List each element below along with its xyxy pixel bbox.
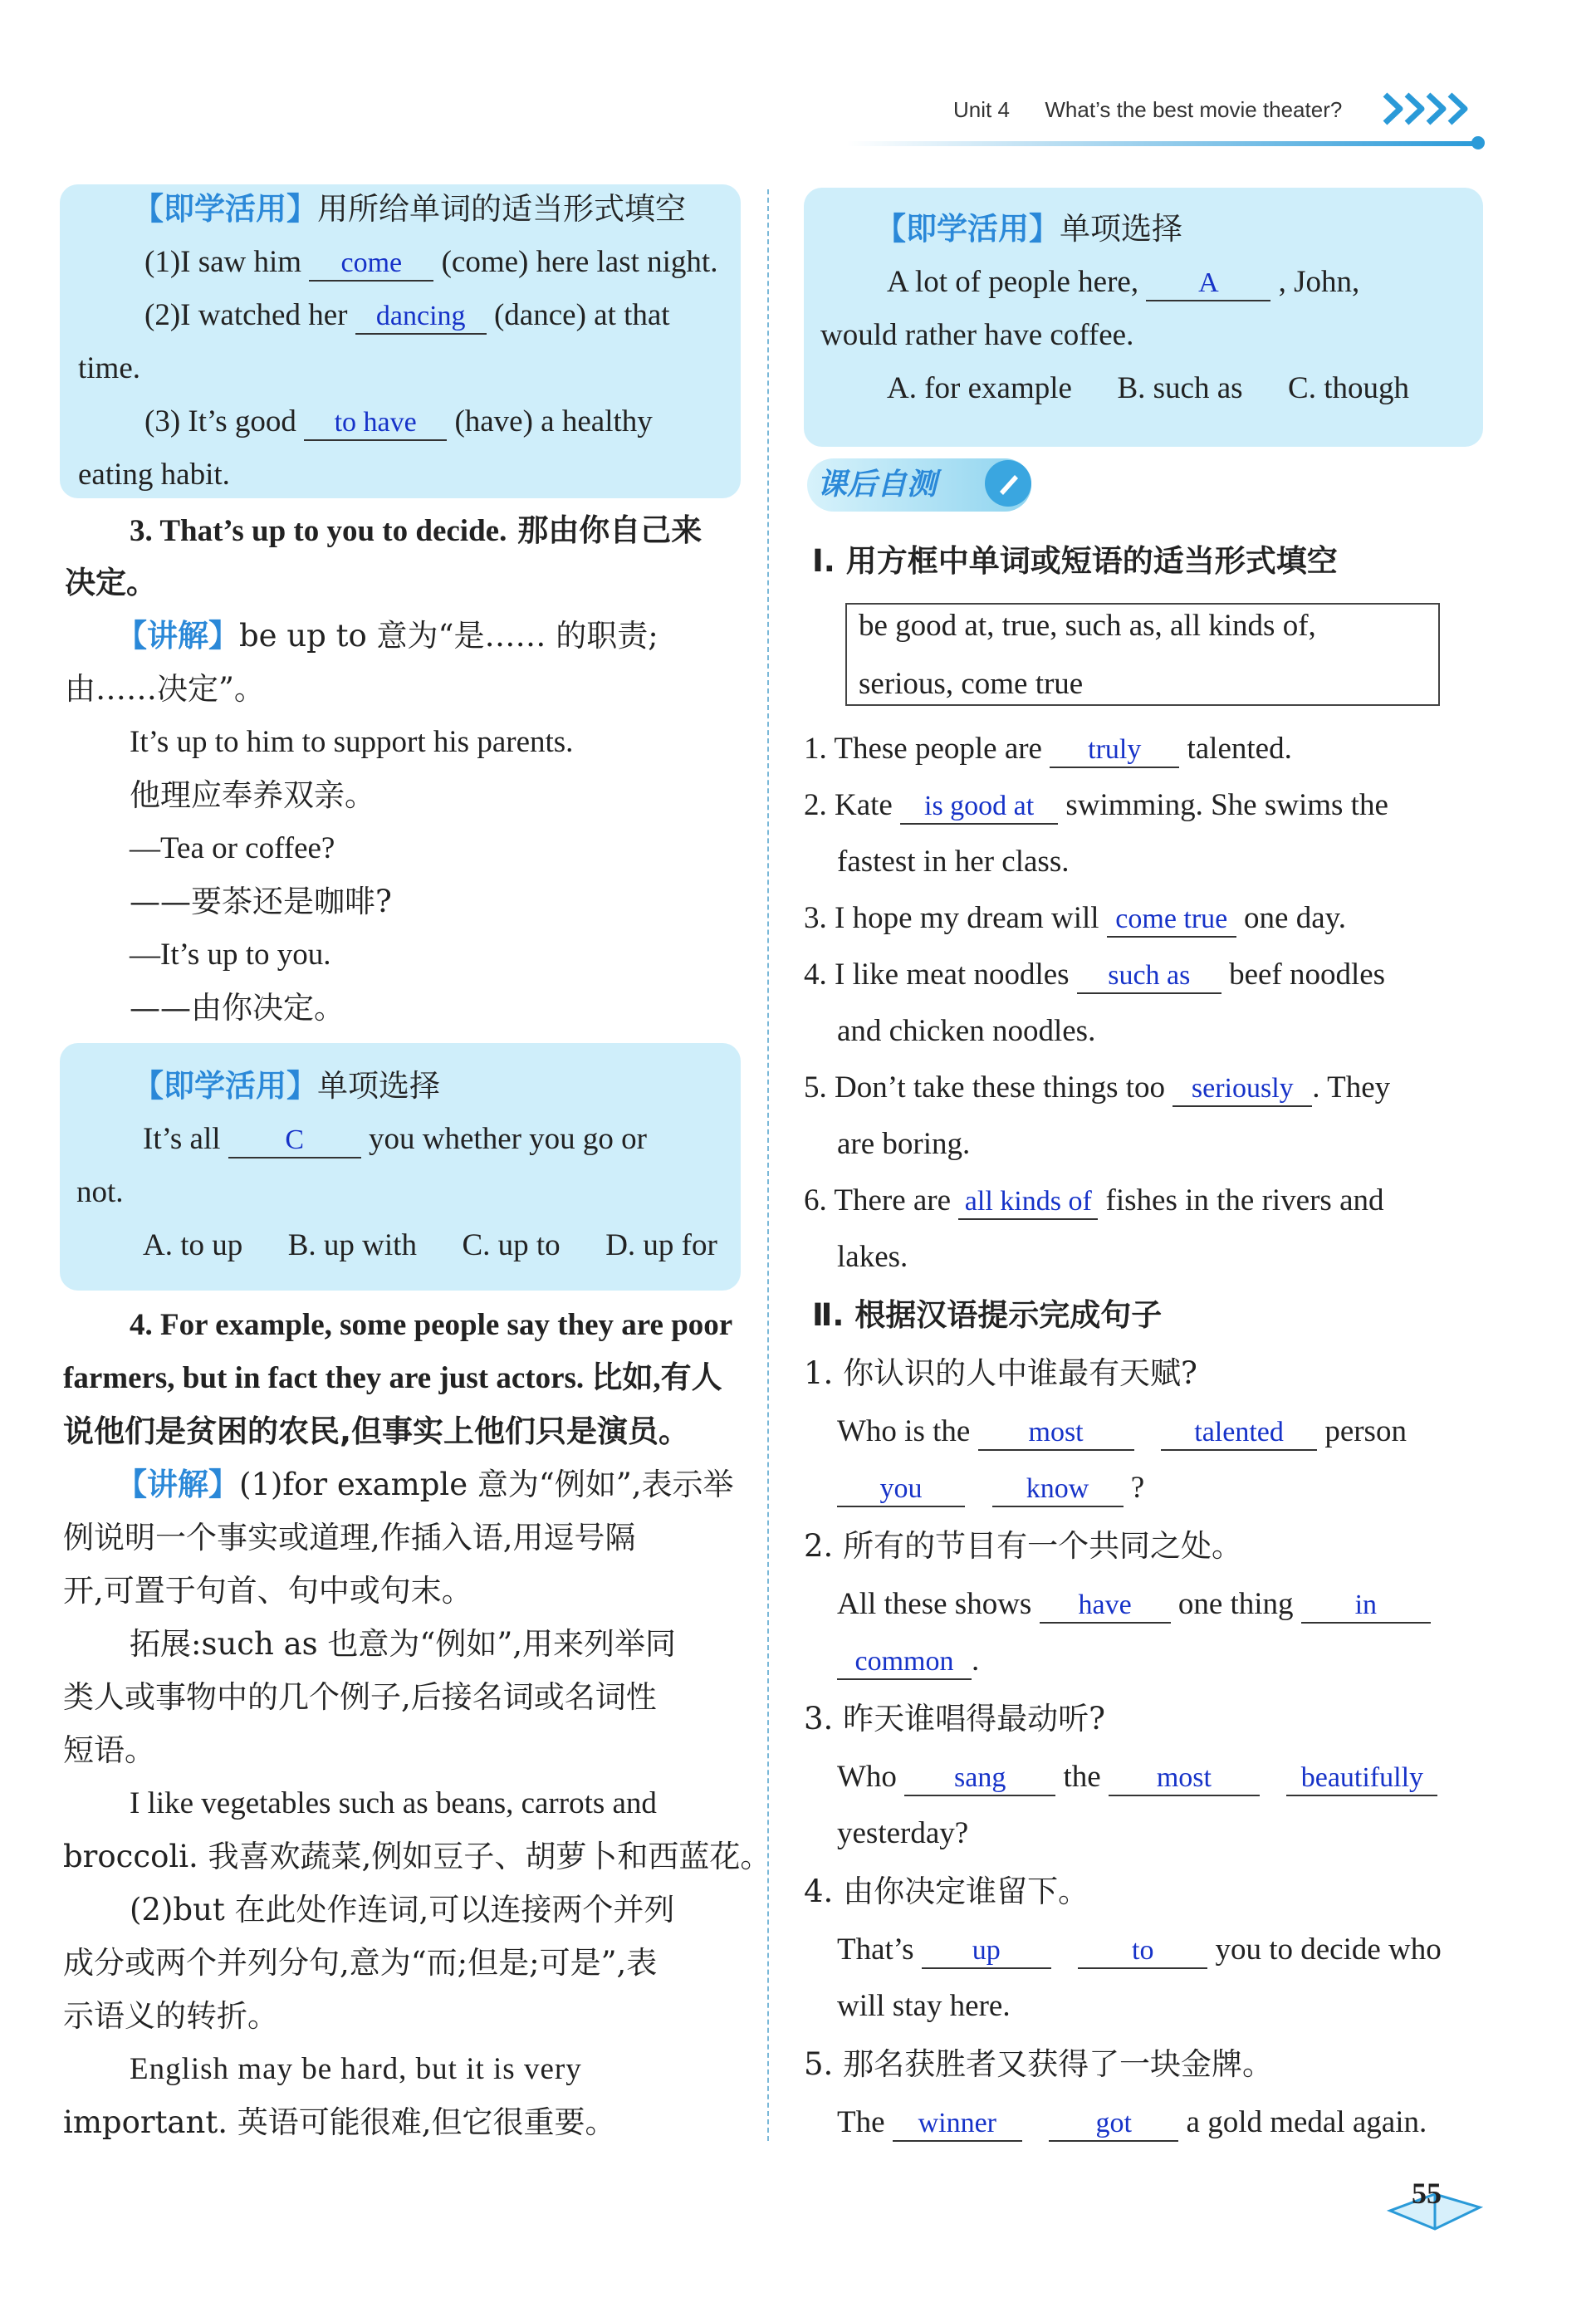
practice-instruction: 单项选择: [1060, 211, 1182, 247]
section-3-explain: [116, 610, 658, 663]
section-4-but-3: 示语义的转折。: [63, 1998, 278, 2034]
part2-q2-zh: 2. 所有的节目有一个共同之处。: [804, 1528, 1243, 1564]
sentence-text: That’s: [837, 1932, 914, 1967]
sentence-text: a gold medal again.: [1186, 2105, 1427, 2139]
sentence-text: ?: [1130, 1471, 1145, 1505]
header-rule: [847, 141, 1478, 146]
item-answer: seriously: [1173, 1072, 1312, 1107]
option-b: B. up with: [287, 1228, 417, 1262]
item-number: 1.: [804, 732, 827, 766]
word-box-line-1: be good at, true, such as, all kinds of,: [859, 609, 1316, 643]
answer-blank: up: [922, 1934, 1051, 1969]
section-4-but-2: 成分或两个并列分句,意为“而;但是;可是”,表: [63, 1945, 658, 1981]
part2-q1-en-cont: [837, 1462, 1144, 1515]
item-number: 5.: [804, 1070, 827, 1105]
answer-blank: talented: [1161, 1416, 1317, 1451]
section-4-but-1: (2)but 在此处作连词,可以连接两个并列: [130, 1892, 675, 1928]
box1-q2: [144, 289, 670, 342]
section-4-explain-1: [116, 1458, 734, 1511]
part2-q1-zh: 1. 你认识的人中谁最有天赋?: [804, 1355, 1197, 1391]
box3-question-cont: would rather have coffee.: [820, 318, 1134, 352]
box2-question: [143, 1113, 647, 1166]
part1-item-2-cont: fastest in her class.: [837, 845, 1070, 879]
explain-text: (1)for example 意为“例如”,表示举: [239, 1467, 734, 1502]
header-rule-dot: [1471, 136, 1485, 149]
practice-instruction: 用所给单词的适当形式填空: [317, 191, 686, 227]
unit-title: What’s the best movie theater?: [1045, 97, 1343, 122]
practice-tag: 【即学活用】: [133, 191, 317, 227]
part2-q2-en-cont: [837, 1634, 979, 1688]
answer-blank: most: [978, 1416, 1134, 1451]
section-4-explain-3: 开,可置于句首、句中或句末。: [63, 1573, 472, 1609]
answer-blank: know: [992, 1472, 1124, 1507]
part2-q5-en: [837, 2096, 1427, 2149]
item-answer: come true: [1107, 903, 1236, 938]
item-answer: all kinds of: [958, 1185, 1098, 1220]
page-number: 55: [1412, 2177, 1442, 2210]
extension-3: 短语。: [63, 1732, 155, 1768]
box2-question-text: It’s all: [143, 1122, 221, 1156]
part2-q3-en: [837, 1751, 1437, 1804]
section-4-heading-2: farmers, but in fact they are just actors. 比如,有人: [63, 1361, 722, 1395]
explain-tag: 【讲解】: [116, 618, 239, 654]
item-text: Don’t take these things too: [835, 1070, 1166, 1105]
sentence-text: person: [1324, 1414, 1407, 1448]
part1-item-6: [804, 1174, 1384, 1227]
item-text-after: . They: [1312, 1070, 1391, 1105]
part2-q3-zh: 3. 昨天谁唱得最动听?: [804, 1701, 1105, 1737]
part2-q4-en-cont: will stay here.: [837, 1989, 1011, 2023]
part1-item-1: [804, 723, 1292, 776]
section-4-heading-1: 4. For example, some people say they are poor: [130, 1308, 733, 1342]
item-text: I hope my dream will: [835, 901, 1099, 935]
option-c: C. up to: [462, 1228, 561, 1262]
part2-q2-en: [837, 1578, 1431, 1631]
example-1-en: It’s up to him to support his parents.: [130, 725, 574, 759]
part1-item-5-cont: are boring.: [837, 1127, 971, 1161]
sentence-text: the: [1063, 1760, 1101, 1794]
box3-question-after: , John,: [1278, 265, 1360, 299]
sentence-text: All these shows: [837, 1587, 1032, 1621]
practice-instruction: 单项选择: [317, 1068, 440, 1104]
answer-blank: most: [1109, 1761, 1260, 1796]
item-number: 2.: [804, 788, 827, 822]
item-answer: truly: [1050, 733, 1179, 768]
part1-item-5: [804, 1061, 1390, 1114]
option-b: B. such as: [1117, 371, 1243, 405]
explain-text: be up to 意为“是…… 的职责;: [239, 618, 658, 654]
q1-text-after: (come) here last night.: [441, 245, 718, 279]
item-number: 3.: [804, 901, 827, 935]
box1-q3-cont: eating habit.: [78, 458, 230, 492]
sentence-text: you to decide who: [1215, 1932, 1442, 1967]
answer-blank: sang: [904, 1761, 1055, 1796]
item-answer: such as: [1077, 959, 1221, 994]
answer-blank: winner: [893, 2107, 1022, 2142]
box2-question-cont: not.: [76, 1175, 124, 1209]
answer-blank: have: [1040, 1589, 1171, 1624]
q1-text: (1)I saw him: [144, 245, 302, 279]
section-3-explain-cont: 由……决定”。: [65, 671, 265, 707]
part1-item-4: [804, 948, 1385, 1002]
option-c: C. though: [1288, 371, 1409, 405]
example-but-zh: important. 英语可能很难,但它很重要。: [63, 2104, 616, 2140]
answer-blank: to: [1078, 1934, 1207, 1969]
example-such-as-zh: broccoli. 我喜欢蔬菜,例如豆子、胡萝卜和西蓝花。: [63, 1839, 771, 1874]
box3-question: [887, 256, 1359, 309]
answer-blank: common: [837, 1645, 972, 1680]
header-arrows-icon: [1380, 88, 1480, 133]
section-3-heading-cont: 决定。: [65, 565, 157, 600]
option-d: D. up for: [605, 1228, 717, 1262]
unit-label: Unit 4: [953, 97, 1010, 122]
word-box-line-2: serious, come true: [859, 667, 1084, 701]
item-text: Kate: [835, 788, 893, 822]
practice-box-1-heading: [133, 183, 686, 236]
sentence-text: .: [972, 1643, 980, 1678]
item-number: 6.: [804, 1183, 827, 1217]
sentence-text: Who: [837, 1760, 897, 1794]
box3-answer: A: [1146, 267, 1270, 301]
practice-tag: 【即学活用】: [133, 1068, 317, 1104]
q2-text-after: (dance) at that: [493, 298, 670, 332]
box1-q3: [144, 395, 653, 448]
answer-blank: got: [1049, 2107, 1178, 2142]
item-text-after: talented.: [1187, 732, 1292, 766]
part1-item-4-cont: and chicken noodles.: [837, 1014, 1096, 1048]
example-such-as-en: I like vegetables such as beans, carrots and: [130, 1786, 657, 1820]
example-2-zh: ——要茶还是咖啡?: [130, 884, 392, 919]
sentence-text: The: [837, 2105, 885, 2139]
q2-text: (2)I watched her: [144, 298, 348, 332]
practice-tag: 【即学活用】: [875, 211, 1060, 247]
option-a: A. for example: [887, 371, 1072, 405]
box3-question-text: A lot of people here,: [887, 265, 1139, 299]
part2-q4-zh: 4. 由你决定谁留下。: [804, 1874, 1089, 1909]
item-text-after: one day.: [1244, 901, 1346, 935]
example-2-en: —Tea or coffee?: [130, 831, 335, 865]
item-answer: is good at: [900, 790, 1058, 825]
item-number: 4.: [804, 958, 827, 992]
example-1-zh: 他理应奉养双亲。: [130, 777, 375, 813]
box2-options: [143, 1219, 717, 1272]
answer-blank: in: [1301, 1589, 1431, 1624]
practice-box-3-heading: [875, 203, 1182, 256]
part1-item-6-cont: lakes.: [837, 1240, 908, 1274]
part-1-title: Ⅰ. 用方框中单词或短语的适当形式填空: [812, 543, 1338, 579]
example-3-zh: ——由你决定。: [130, 990, 345, 1026]
q3-text: (3) It’s good: [144, 404, 296, 438]
box1-q2-cont: time.: [78, 351, 141, 385]
item-text: There are: [834, 1183, 952, 1217]
explain-tag: 【讲解】: [116, 1467, 239, 1502]
option-a: A. to up: [143, 1228, 243, 1262]
answer-blank: beautifully: [1286, 1761, 1437, 1796]
extension-2: 类人或事物中的几个例子,后接名词或名词性: [63, 1679, 657, 1715]
running-header: [953, 97, 1342, 123]
q3-text-after: (have) a healthy: [454, 404, 653, 438]
sentence-text: one thing: [1177, 1587, 1294, 1621]
section-4-heading-3: 说他们是贫困的农民,但事实上他们只是演员。: [63, 1413, 690, 1449]
part2-q1-en: [837, 1405, 1407, 1458]
part2-q3-en-cont: yesterday?: [837, 1816, 969, 1850]
section-3-heading-en: 3. That’s up to you to decide.: [130, 514, 507, 548]
box2-answer: C: [228, 1124, 361, 1158]
part-2-title: Ⅱ. 根据汉语提示完成句子: [812, 1297, 1163, 1333]
part2-q5-zh: 5. 那名获胜者又获得了一块金牌。: [804, 2046, 1274, 2082]
item-text: These people are: [834, 732, 1042, 766]
box1-q1: [144, 236, 717, 289]
part1-item-3: [804, 892, 1346, 945]
sentence-text: Who is the: [837, 1414, 971, 1448]
item-text-after: swimming. She swims the: [1065, 788, 1388, 822]
after-class-label: 课后自测: [817, 468, 938, 502]
extension-1: 拓展:such as 也意为“例如”,用来列举同: [130, 1626, 676, 1662]
section-3-heading: [130, 503, 702, 558]
q1-answer: come: [309, 247, 433, 282]
item-text-after: fishes in the rivers and: [1105, 1183, 1384, 1217]
part1-item-2: [804, 779, 1388, 832]
answer-blank: you: [837, 1472, 965, 1507]
box3-options: [887, 362, 1409, 415]
item-text: I like meat noodles: [835, 958, 1070, 992]
section-4-explain-2: 例说明一个事实或道理,作插入语,用逗号隔: [63, 1520, 636, 1555]
example-but-en: English may be hard, but it is very: [130, 2052, 582, 2086]
example-3-en: —It’s up to you.: [130, 938, 331, 972]
q3-answer: to have: [304, 406, 447, 441]
part2-q4-en: [837, 1923, 1442, 1977]
section-3-heading-zh: 那由你自己来: [517, 512, 703, 548]
q2-answer: dancing: [355, 300, 487, 335]
practice-box-2-heading: [133, 1060, 440, 1113]
box2-question-after: you whether you go or: [369, 1122, 648, 1156]
item-text-after: beef noodles: [1229, 958, 1386, 992]
pen-icon: [985, 460, 1031, 507]
